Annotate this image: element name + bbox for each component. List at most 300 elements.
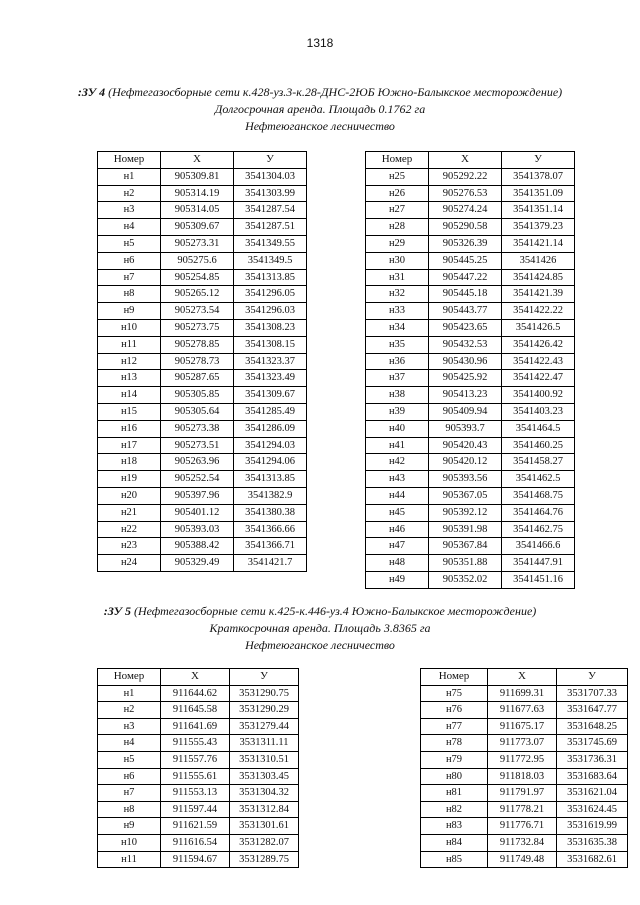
x-coordinate-cell: 905393.03 — [161, 521, 234, 538]
zu5-lease: Краткосрочная аренда. Площадь 3.8365 га — [209, 621, 431, 635]
y-coordinate-cell: 3541349.5 — [234, 252, 307, 269]
x-coordinate-cell: 911773.07 — [488, 735, 557, 752]
y-coordinate-cell: 3541447.91 — [502, 555, 575, 572]
point-number-cell: н15 — [98, 403, 161, 420]
y-coordinate-cell: 3531279.44 — [230, 718, 299, 735]
point-number-cell: н7 — [98, 269, 161, 286]
y-coordinate-cell: 3531648.25 — [557, 718, 628, 735]
y-coordinate-cell: 3541422.43 — [502, 353, 575, 370]
y-coordinate-cell: 3541294.06 — [234, 454, 307, 471]
x-coordinate-cell: 911555.61 — [161, 768, 230, 785]
x-coordinate-cell: 905309.81 — [161, 168, 234, 185]
point-number-cell: н8 — [98, 801, 161, 818]
table-row — [421, 735, 628, 752]
table-row — [421, 702, 628, 719]
table-row — [366, 387, 575, 404]
point-number-cell: н77 — [421, 718, 488, 735]
y-coordinate-cell: 3541303.99 — [234, 185, 307, 202]
zu5-forestry: Нефтеюганское лесничество — [245, 638, 395, 652]
y-coordinate-cell: 3531745.69 — [557, 735, 628, 752]
point-number-cell: н2 — [98, 185, 161, 202]
y-coordinate-cell: 3531312.84 — [230, 801, 299, 818]
point-number-cell: н6 — [98, 252, 161, 269]
table-row — [366, 336, 575, 353]
zu5-table-right — [420, 668, 628, 868]
point-number-cell: н80 — [421, 768, 488, 785]
table-row — [98, 437, 307, 454]
zu5-table-left — [97, 668, 299, 868]
point-number-cell: н39 — [366, 403, 429, 420]
x-coordinate-cell: 911776.71 — [488, 818, 557, 835]
column-header-y: У — [234, 152, 307, 169]
y-coordinate-cell: 3531619.99 — [557, 818, 628, 835]
x-coordinate-cell: 911699.31 — [488, 685, 557, 702]
x-coordinate-cell: 905409.94 — [429, 403, 502, 420]
x-coordinate-cell: 905351.88 — [429, 555, 502, 572]
table-row — [98, 269, 307, 286]
y-coordinate-cell: 3531736.31 — [557, 751, 628, 768]
table-row — [366, 420, 575, 437]
table-row — [98, 735, 299, 752]
x-coordinate-cell: 905276.53 — [429, 185, 502, 202]
point-number-cell: н18 — [98, 454, 161, 471]
table-row — [366, 521, 575, 538]
x-coordinate-cell: 905273.38 — [161, 420, 234, 437]
x-coordinate-cell: 905273.75 — [161, 319, 234, 336]
table-row — [366, 370, 575, 387]
y-coordinate-cell: 3541426.42 — [502, 336, 575, 353]
point-number-cell: н10 — [98, 834, 161, 851]
table-row — [98, 370, 307, 387]
point-number-cell: н75 — [421, 685, 488, 702]
point-number-cell: н25 — [366, 168, 429, 185]
y-coordinate-cell: 3531621.04 — [557, 785, 628, 802]
x-coordinate-cell: 905314.19 — [161, 185, 234, 202]
x-coordinate-cell: 905273.51 — [161, 437, 234, 454]
x-coordinate-cell: 905388.42 — [161, 538, 234, 555]
point-number-cell: н30 — [366, 252, 429, 269]
table-row — [98, 168, 307, 185]
point-number-cell: н33 — [366, 303, 429, 320]
column-header-y: У — [230, 669, 299, 686]
column-header-x: X — [161, 152, 234, 169]
x-coordinate-cell: 905445.25 — [429, 252, 502, 269]
x-coordinate-cell: 905367.84 — [429, 538, 502, 555]
point-number-cell: н46 — [366, 521, 429, 538]
table-row — [366, 286, 575, 303]
point-number-cell: н76 — [421, 702, 488, 719]
point-number-cell: н82 — [421, 801, 488, 818]
point-number-cell: н10 — [98, 319, 161, 336]
point-number-cell: н43 — [366, 471, 429, 488]
table-row — [98, 768, 299, 785]
y-coordinate-cell: 3541464.5 — [502, 420, 575, 437]
y-coordinate-cell: 3541366.66 — [234, 521, 307, 538]
y-coordinate-cell: 3541421.7 — [234, 555, 307, 572]
table-row — [421, 718, 628, 735]
x-coordinate-cell: 905278.73 — [161, 353, 234, 370]
y-coordinate-cell: 3541313.85 — [234, 269, 307, 286]
x-coordinate-cell: 911553.13 — [161, 785, 230, 802]
table-row — [366, 168, 575, 185]
x-coordinate-cell: 905273.54 — [161, 303, 234, 320]
point-number-cell: н24 — [98, 555, 161, 572]
table-row — [98, 818, 299, 835]
y-coordinate-cell: 3541323.49 — [234, 370, 307, 387]
point-number-cell: н12 — [98, 353, 161, 370]
y-coordinate-cell: 3541422.47 — [502, 370, 575, 387]
x-coordinate-cell: 905305.64 — [161, 403, 234, 420]
point-number-cell: н36 — [366, 353, 429, 370]
table-header-row — [421, 669, 628, 686]
page-number: 1318 — [306, 36, 334, 50]
point-number-cell: н19 — [98, 471, 161, 488]
column-header-number: Номер — [366, 152, 429, 169]
y-coordinate-cell: 3531290.75 — [230, 685, 299, 702]
table-row — [98, 303, 307, 320]
x-coordinate-cell: 911644.62 — [161, 685, 230, 702]
y-coordinate-cell: 3531707.33 — [557, 685, 628, 702]
table-header-row — [98, 152, 307, 169]
x-coordinate-cell: 911597.44 — [161, 801, 230, 818]
column-header-number: Номер — [98, 152, 161, 169]
y-coordinate-cell: 3531310.51 — [230, 751, 299, 768]
x-coordinate-cell: 905273.31 — [161, 235, 234, 252]
point-number-cell: н32 — [366, 286, 429, 303]
column-header-number: Номер — [98, 669, 161, 686]
x-coordinate-cell: 905305.85 — [161, 387, 234, 404]
zu4-forestry: Нефтеюганское лесничество — [245, 119, 395, 133]
y-coordinate-cell: 3541351.09 — [502, 185, 575, 202]
table-row — [366, 571, 575, 588]
y-coordinate-cell: 3541400.92 — [502, 387, 575, 404]
x-coordinate-cell: 905401.12 — [161, 504, 234, 521]
x-coordinate-cell: 905447.22 — [429, 269, 502, 286]
x-coordinate-cell: 911791.97 — [488, 785, 557, 802]
x-coordinate-cell: 905352.02 — [429, 571, 502, 588]
point-number-cell: н4 — [98, 735, 161, 752]
table-row — [366, 471, 575, 488]
table-row — [366, 403, 575, 420]
point-number-cell: н29 — [366, 235, 429, 252]
point-number-cell: н11 — [98, 336, 161, 353]
x-coordinate-cell: 911557.76 — [161, 751, 230, 768]
table-row — [366, 202, 575, 219]
point-number-cell: н48 — [366, 555, 429, 572]
y-coordinate-cell: 3541304.03 — [234, 168, 307, 185]
y-coordinate-cell: 3531647.77 — [557, 702, 628, 719]
table-row — [98, 702, 299, 719]
table-row — [421, 801, 628, 818]
y-coordinate-cell: 3541458.27 — [502, 454, 575, 471]
point-number-cell: н37 — [366, 370, 429, 387]
point-number-cell: н16 — [98, 420, 161, 437]
table-row — [98, 286, 307, 303]
point-number-cell: н45 — [366, 504, 429, 521]
x-coordinate-cell: 905423.65 — [429, 319, 502, 336]
y-coordinate-cell: 3541466.6 — [502, 538, 575, 555]
point-number-cell: н3 — [98, 202, 161, 219]
x-coordinate-cell: 905367.05 — [429, 487, 502, 504]
y-coordinate-cell: 3541468.75 — [502, 487, 575, 504]
table-row — [366, 555, 575, 572]
column-header-y: У — [502, 152, 575, 169]
table-row — [421, 751, 628, 768]
zu4-title-code: :ЗУ 4 — [77, 85, 106, 99]
x-coordinate-cell: 911675.17 — [488, 718, 557, 735]
y-coordinate-cell: 3531683.64 — [557, 768, 628, 785]
table-header-row — [366, 152, 575, 169]
x-coordinate-cell: 911818.03 — [488, 768, 557, 785]
zu5-header — [0, 603, 640, 654]
y-coordinate-cell: 3531282.07 — [230, 834, 299, 851]
y-coordinate-cell: 3541382.9 — [234, 487, 307, 504]
table-row — [98, 336, 307, 353]
x-coordinate-cell: 911594.67 — [161, 851, 230, 868]
y-coordinate-cell: 3531682.61 — [557, 851, 628, 868]
x-coordinate-cell: 905391.98 — [429, 521, 502, 538]
column-header-x: X — [161, 669, 230, 686]
x-coordinate-cell: 905309.67 — [161, 219, 234, 236]
point-number-cell: н20 — [98, 487, 161, 504]
point-number-cell: н23 — [98, 538, 161, 555]
x-coordinate-cell: 905274.24 — [429, 202, 502, 219]
table-row — [421, 685, 628, 702]
table-row — [98, 454, 307, 471]
zu4-title — [0, 84, 640, 101]
table-row — [366, 487, 575, 504]
point-number-cell: н38 — [366, 387, 429, 404]
y-coordinate-cell: 3541462.75 — [502, 521, 575, 538]
x-coordinate-cell: 905432.53 — [429, 336, 502, 353]
x-coordinate-cell: 905314.05 — [161, 202, 234, 219]
point-number-cell: н42 — [366, 454, 429, 471]
point-number-cell: н79 — [421, 751, 488, 768]
point-number-cell: н78 — [421, 735, 488, 752]
y-coordinate-cell: 3541296.03 — [234, 303, 307, 320]
zu5-title-code: :ЗУ 5 — [103, 604, 132, 618]
x-coordinate-cell: 905413.23 — [429, 387, 502, 404]
point-number-cell: н44 — [366, 487, 429, 504]
table-row — [98, 471, 307, 488]
zu5-title-description: (Нефтегазосборные сети к.425-к.446-уз.4 Южно-Балыкское месторождение) — [131, 604, 537, 618]
x-coordinate-cell: 911641.69 — [161, 718, 230, 735]
y-coordinate-cell: 3541351.14 — [502, 202, 575, 219]
x-coordinate-cell: 911749.48 — [488, 851, 557, 868]
table-row — [366, 303, 575, 320]
x-coordinate-cell: 905329.49 — [161, 555, 234, 572]
table-row — [98, 403, 307, 420]
x-coordinate-cell: 911645.58 — [161, 702, 230, 719]
column-header-y: У — [557, 669, 628, 686]
zu4-header — [0, 84, 640, 135]
table-row — [98, 420, 307, 437]
table-row — [366, 353, 575, 370]
x-coordinate-cell: 905445.18 — [429, 286, 502, 303]
point-number-cell: н1 — [98, 685, 161, 702]
point-number-cell: н3 — [98, 718, 161, 735]
point-number-cell: н34 — [366, 319, 429, 336]
table-row — [421, 851, 628, 868]
table-row — [366, 454, 575, 471]
point-number-cell: н17 — [98, 437, 161, 454]
table-row — [98, 538, 307, 555]
point-number-cell: н81 — [421, 785, 488, 802]
table-row — [98, 685, 299, 702]
x-coordinate-cell: 905393.7 — [429, 420, 502, 437]
table-row — [98, 202, 307, 219]
y-coordinate-cell: 3541426 — [502, 252, 575, 269]
table-row — [366, 185, 575, 202]
x-coordinate-cell: 905265.12 — [161, 286, 234, 303]
y-coordinate-cell: 3541422.22 — [502, 303, 575, 320]
table-row — [366, 235, 575, 252]
x-coordinate-cell: 905393.56 — [429, 471, 502, 488]
table-row — [98, 319, 307, 336]
table-row — [421, 785, 628, 802]
point-number-cell: н22 — [98, 521, 161, 538]
point-number-cell: н85 — [421, 851, 488, 868]
table-row — [98, 785, 299, 802]
x-coordinate-cell: 905263.96 — [161, 454, 234, 471]
point-number-cell: н11 — [98, 851, 161, 868]
x-coordinate-cell: 911621.59 — [161, 818, 230, 835]
table-row — [98, 387, 307, 404]
y-coordinate-cell: 3531311.11 — [230, 735, 299, 752]
y-coordinate-cell: 3541462.5 — [502, 471, 575, 488]
point-number-cell: н5 — [98, 751, 161, 768]
table-row — [421, 818, 628, 835]
zu4-table-right — [365, 151, 575, 589]
point-number-cell: н7 — [98, 785, 161, 802]
point-number-cell: н84 — [421, 834, 488, 851]
x-coordinate-cell: 905425.92 — [429, 370, 502, 387]
table-row — [98, 834, 299, 851]
column-header-x: X — [429, 152, 502, 169]
y-coordinate-cell: 3531304.32 — [230, 785, 299, 802]
y-coordinate-cell: 3541313.85 — [234, 471, 307, 488]
table-row — [366, 219, 575, 236]
y-coordinate-cell: 3541296.05 — [234, 286, 307, 303]
table-row — [366, 319, 575, 336]
point-number-cell: н83 — [421, 818, 488, 835]
column-header-x: X — [488, 669, 557, 686]
x-coordinate-cell: 905443.77 — [429, 303, 502, 320]
y-coordinate-cell: 3531289.75 — [230, 851, 299, 868]
x-coordinate-cell: 911772.95 — [488, 751, 557, 768]
point-number-cell: н28 — [366, 219, 429, 236]
table-row — [98, 185, 307, 202]
table-row — [98, 504, 307, 521]
y-coordinate-cell: 3541424.85 — [502, 269, 575, 286]
zu5-title — [0, 603, 640, 620]
point-number-cell: н27 — [366, 202, 429, 219]
zu4-lease: Долгосрочная аренда. Площадь 0.1762 га — [214, 102, 426, 116]
point-number-cell: н6 — [98, 768, 161, 785]
y-coordinate-cell: 3531301.61 — [230, 818, 299, 835]
y-coordinate-cell: 3541366.71 — [234, 538, 307, 555]
point-number-cell: н9 — [98, 818, 161, 835]
y-coordinate-cell: 3531303.45 — [230, 768, 299, 785]
table-row — [98, 235, 307, 252]
x-coordinate-cell: 911555.43 — [161, 735, 230, 752]
x-coordinate-cell: 905392.12 — [429, 504, 502, 521]
point-number-cell: н40 — [366, 420, 429, 437]
x-coordinate-cell: 905254.85 — [161, 269, 234, 286]
point-number-cell: н31 — [366, 269, 429, 286]
point-number-cell: н13 — [98, 370, 161, 387]
y-coordinate-cell: 3541323.37 — [234, 353, 307, 370]
point-number-cell: н41 — [366, 437, 429, 454]
x-coordinate-cell: 905252.54 — [161, 471, 234, 488]
x-coordinate-cell: 905290.58 — [429, 219, 502, 236]
y-coordinate-cell: 3531624.45 — [557, 801, 628, 818]
point-number-cell: н49 — [366, 571, 429, 588]
zu4-title-description: (Нефтегазосборные сети к.428-уз.3-к.28-ДНС-2ЮБ Южно-Балыкское месторождение) — [105, 85, 563, 99]
zu4-table-left — [97, 151, 307, 572]
table-row — [421, 834, 628, 851]
point-number-cell: н4 — [98, 219, 161, 236]
table-row — [366, 252, 575, 269]
x-coordinate-cell: 905278.85 — [161, 336, 234, 353]
point-number-cell: н26 — [366, 185, 429, 202]
y-coordinate-cell: 3541460.25 — [502, 437, 575, 454]
point-number-cell: н1 — [98, 168, 161, 185]
point-number-cell: н5 — [98, 235, 161, 252]
table-row — [98, 751, 299, 768]
x-coordinate-cell: 911732.84 — [488, 834, 557, 851]
y-coordinate-cell: 3541308.15 — [234, 336, 307, 353]
table-row — [366, 269, 575, 286]
point-number-cell: н47 — [366, 538, 429, 555]
table-row — [98, 353, 307, 370]
y-coordinate-cell: 3541349.55 — [234, 235, 307, 252]
y-coordinate-cell: 3541309.67 — [234, 387, 307, 404]
y-coordinate-cell: 3541287.54 — [234, 202, 307, 219]
table-row — [98, 801, 299, 818]
x-coordinate-cell: 911616.54 — [161, 834, 230, 851]
point-number-cell: н9 — [98, 303, 161, 320]
y-coordinate-cell: 3531635.38 — [557, 834, 628, 851]
table-row — [98, 521, 307, 538]
y-coordinate-cell: 3541403.23 — [502, 403, 575, 420]
x-coordinate-cell: 905430.96 — [429, 353, 502, 370]
point-number-cell: н35 — [366, 336, 429, 353]
table-row — [366, 538, 575, 555]
y-coordinate-cell: 3541285.49 — [234, 403, 307, 420]
y-coordinate-cell: 3541286.09 — [234, 420, 307, 437]
table-row — [98, 555, 307, 572]
y-coordinate-cell: 3541287.51 — [234, 219, 307, 236]
table-header-row — [98, 669, 299, 686]
x-coordinate-cell: 905420.43 — [429, 437, 502, 454]
table-row — [366, 437, 575, 454]
table-row — [98, 487, 307, 504]
x-coordinate-cell: 911778.21 — [488, 801, 557, 818]
point-number-cell: н2 — [98, 702, 161, 719]
table-row — [366, 504, 575, 521]
table-row — [421, 768, 628, 785]
point-number-cell: н8 — [98, 286, 161, 303]
y-coordinate-cell: 3531290.29 — [230, 702, 299, 719]
y-coordinate-cell: 3541421.14 — [502, 235, 575, 252]
y-coordinate-cell: 3541421.39 — [502, 286, 575, 303]
table-row — [98, 718, 299, 735]
x-coordinate-cell: 905275.6 — [161, 252, 234, 269]
y-coordinate-cell: 3541451.16 — [502, 571, 575, 588]
x-coordinate-cell: 905420.12 — [429, 454, 502, 471]
x-coordinate-cell: 905292.22 — [429, 168, 502, 185]
